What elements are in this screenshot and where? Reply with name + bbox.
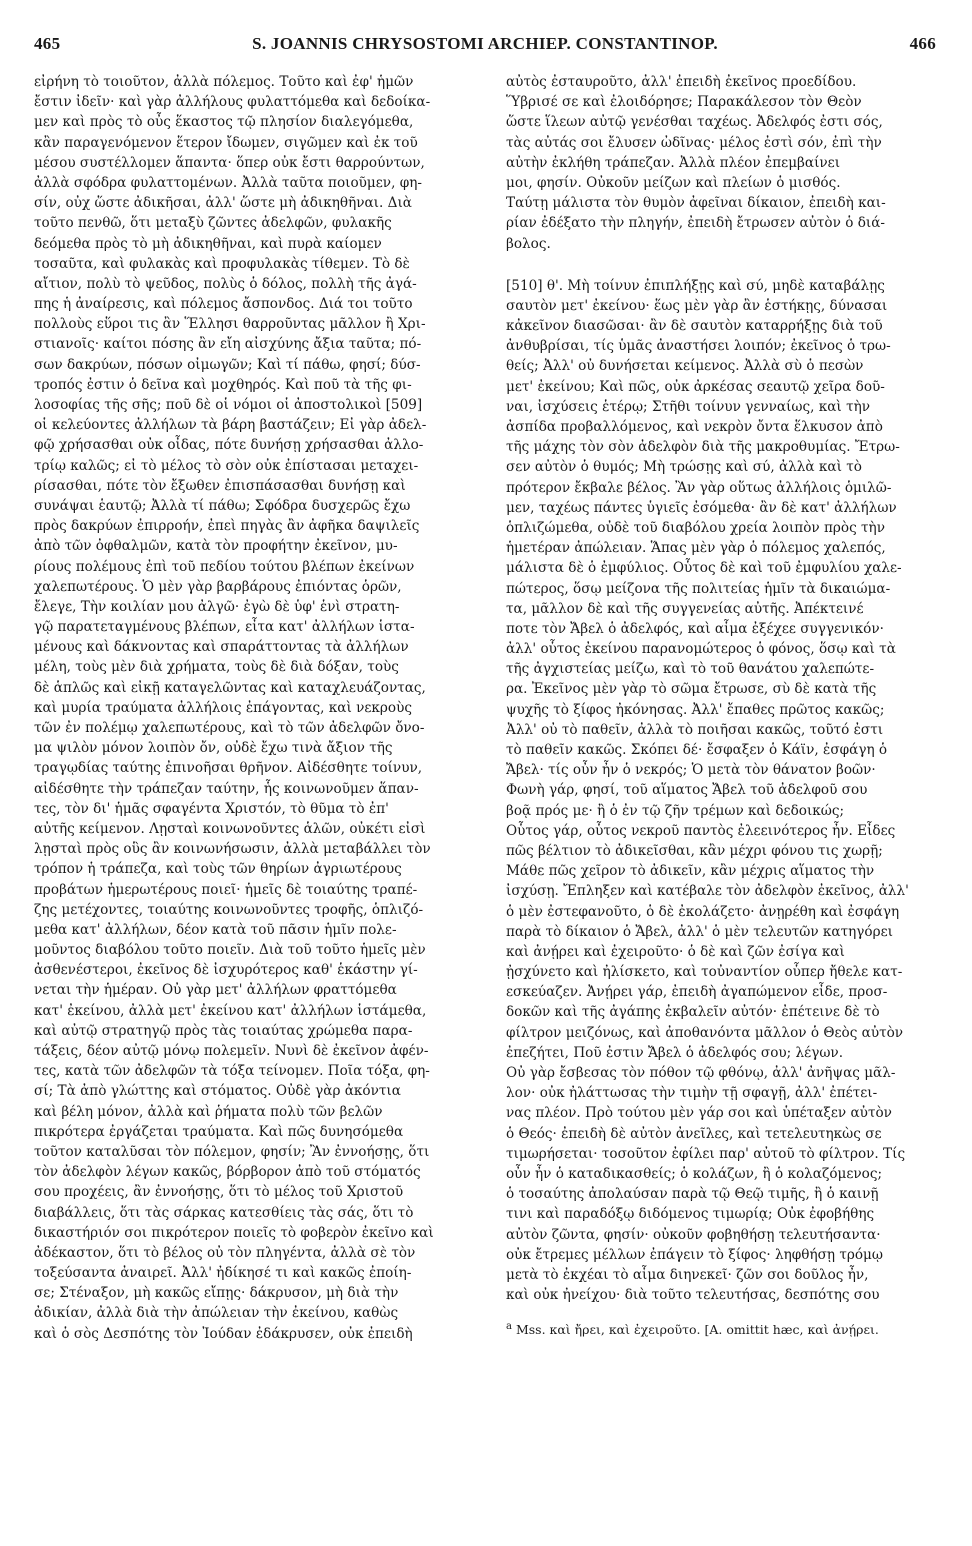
text-line: θείς; Ἀλλ' οὐ δυνήσεται κείμενος. Ἀλλὰ σὺ ὁ πεσὼν [506, 358, 864, 375]
text-columns [34, 72, 936, 1512]
text-line: τοξεύσαντα ἀναιρεῖ. Ἀλλ' ἠδίκησέ τι καὶ κακῶς ἐποίη- [34, 1265, 412, 1282]
text-line: ὁ τοσαύτης ἀπολαύσαν παρὰ τῷ Θεῷ τιμῆς, ἢ ὁ καινῇ [506, 1186, 879, 1203]
text-line: Μάθε πῶς χεῖρον τὸ ἀδικεῖν, κἂν μέχρις αἵματος τὴν [506, 863, 875, 880]
text-line: Οὗτος γάρ, οὗτος νεκροῦ παντὸς ἐλεεινότερος ἦν. Εἶδες [506, 822, 896, 839]
page-number-left: 465 [34, 34, 61, 53]
text-line: τρόπον ἡ τράπεζα, καὶ τοὺς τῶν θηρίων ἀγριωτέρους [34, 861, 402, 878]
footnote-mark: a [506, 1321, 512, 1333]
text-line: εσκεύαζεν. Ἀνῄρει γάρ, ἐπειδὴ ἀγαπώμενον εἶδε, προσ- [506, 984, 888, 1001]
text-line: ρίαν ἐδέξατο τὴν πληγήν, ἐπειδὴ ἔτρωσεν αὐτὸν ὁ διά- [506, 215, 885, 232]
text-line: τιμωρήσεται· τοσοῦτον ἐφίλει παρ' αὐτοῦ τὸ φίλτρον. Τίς [506, 1145, 906, 1162]
text-line: σί; Τὰ ἀπὸ γλώττης καὶ στόματος. Οὐδὲ γὰρ ἀκόντια [34, 1083, 401, 1100]
text-line: αὐτὸς ἐσταυροῦτο, ἀλλ' ἐπειδὴ ἐκεῖνος προεδίδου. [506, 74, 857, 90]
right-column [506, 72, 936, 1341]
text-line: διαβάλλεις, ὅτι τὰς σάρκας κατεσθίεις τὰς σάς, ὅτι τὸ [34, 1204, 414, 1221]
text-line: καὶ αὐτῷ στρατηγῷ πρὸς τὰς τοιαύτας χρώμεθα παρα- [34, 1022, 413, 1039]
footnote-text: Mss. καὶ ἤρει, καὶ ἐχειροῦτο. [A. omittit hæc, καὶ ἀνῄρει. [515, 1322, 879, 1338]
text-line: μεν, ταχέως πάντες ὑγιεῖς ἐσόμεθα· ἂν δὲ κατ' ἀλλήλων [506, 499, 897, 516]
text-line: οὐκ ἔτρεμες μέλλων ἐπάγειν τὸ ξίφος· ληφθήσῃ τρόμῳ [506, 1246, 883, 1263]
text-line: αὐτῆς κείμενον. Λῃσταὶ κοινωνοῦντες ἁλῶν, οὐκέτι εἰσὶ [34, 820, 426, 837]
text-line: αὐτὴν ἐκλήθη τράπεζαν. Ἀλλὰ πλέον ἐπεμβαίνει [506, 154, 841, 171]
text-line: ἔλεγε, Τὴν κοιλίαν μου ἀλγῶ· ἐγὼ δὲ ὑφ' ἑνὶ στρατη- [34, 598, 400, 615]
text-line: προβάτων ἡμερωτέρους ποιεῖ· ἡμεῖς δὲ τοιαύτης τραπέ- [34, 881, 418, 898]
text-line: δικαστήριόν σοι πικρότερον ποιεῖς τὸ φοβερὸν ἐκεῖνο καὶ [34, 1224, 434, 1241]
text-line: ἔστιν ἰδεῖν· καὶ γὰρ ἀλλήλους φυλαττόμεθα καὶ δεδοίκα- [34, 94, 431, 111]
text-line: πικρότερα ἐργάζεται τραύματα. Καὶ πῶς δυνησόμεθα [34, 1123, 404, 1140]
text-line: οἱ κελεύοντες ἀλλήλων τὰ βάρη βαστάζειν; Εἰ γὰρ ἀδελ- [34, 417, 427, 434]
text-line: μένους καὶ δάκνοντας καὶ σπαράττοντας τὰ ἀλλήλων [34, 639, 409, 656]
text-line: τοῦτο πενθῶ, ὅτι μεταξὺ ζῶντες ἀδελφῶν, φυλακῆς [34, 215, 392, 232]
text-line: τρίῳ καλῶς; εἰ τὸ μέλος τὸ σὸν οὐκ ἐπίστασαι μεταχει- [34, 457, 419, 474]
text-line: τροπός ἐστιν ὁ δεῖνα καὶ μοχθηρός. Καὶ ποῦ τὰ τῆς φι- [34, 376, 412, 393]
text-line: καὶ ὁ σὸς Δεσπότης τὸν Ἰούδαν ἐδάκρυσεν, οὐκ ἐπειδὴ [34, 1325, 413, 1342]
text-line: καὶ μυρία τραύματα ἀλλήλοις ἐπάγοντας, καὶ νεκροὺς [34, 699, 412, 716]
text-line: ψυχῆς τὸ ξίφος ἠκόνησας. Ἀλλ' ἔπαθες πρῶτος κακῶς; [506, 701, 885, 718]
text-line: Ὕβρισέ σε καὶ ἐλοιδόρησε; Παρακάλεσον τὸν Θεὸν [506, 94, 862, 111]
text-line: βοᾷ πρός με· ἢ ὁ ἐν τῷ ζῆν τρέμων καὶ δεδοικώς; [506, 802, 845, 819]
text-line: καὶ ἀνῄρει καὶ ἐχειροῦτο· ὁ δὲ καὶ ζῶν ἐσίγα καὶ [506, 943, 845, 960]
text-line: κἂν παραγενόμενον ἕτερον ἴδωμεν, σιγῶμεν καὶ ἐκ τοῦ [34, 134, 418, 151]
text-line: τῶν ἐν πολέμῳ χαλεπωτέρους, καὶ τὸ τῶν ἀδελφῶν ὄνο- [34, 720, 425, 736]
text-line: μετὰ τὸ ἐκχέαι τὸ αἷμα διηνεκεῖ· ζῶν σοι δοῦλος ἦν, [506, 1266, 869, 1283]
text-line: ἀλλ' οὗτος ἐκείνου παρανομώτερος ὁ φόνος, ὅσῳ καὶ τὰ [506, 641, 896, 658]
text-line: οὖν ἦν ὁ καταδικασθείς; ὁ κολάζων, ἢ ὁ κολαζόμενος; [506, 1165, 883, 1182]
text-line: τῆς μάχης τὸν σὸν ἀδελφὸν διὰ τῆς μακροθυμίας. Ἔτρω- [506, 439, 900, 456]
text-line: ᾐσχύνετο καὶ ἠλίσκετο, καὶ τοὐναντίον οὗπερ ἤθελε κατ- [506, 964, 903, 981]
footnote [506, 1317, 936, 1340]
text-line: μέλη, τοὺς μὲν διὰ χρήματα, τοὺς δὲ διὰ δόξαν, τοὺς [34, 659, 399, 676]
text-line: ἀσπίδα προβαλλόμενος, καὶ νεκρὸν ὄντα ἕλκυσον ἀπὸ [506, 419, 883, 435]
text-line: χαλεπωτέρους. Ὁ μὲν γὰρ βαρβάρους ἐπιόντας ὁρῶν, [34, 578, 402, 595]
text-line: Ἄβελ· τίς οὖν ἦν ὁ νεκρός; Ὁ μετὰ τὸν θάνατον βοῶν· [506, 762, 876, 779]
text-line: τινι καὶ παραδόξῳ διδόμενος τιμωρίᾳ; Οὐκ ἐφοβήθης [506, 1206, 875, 1223]
text-line: Ταύτῃ μάλιστα τὸν θυμὸν ἀφεῖναι δίκαιον, ἐπειδὴ και- [506, 195, 886, 212]
text-line: [510] θ'. Μὴ τοίνυν ἐπιπλήξῃς καὶ σύ, μηδὲ καταβάλῃς [506, 277, 885, 294]
text-line: συνάψαι ἑαυτῷ; Ἀλλὰ τί πάθω; Σφόδρα δυσχερῶς ἔχω [34, 497, 411, 514]
text-line: σου προχέεις, ἂν ἐννοήσῃς, ὅτι τὸ μέλος τοῦ Χριστοῦ [34, 1184, 404, 1201]
text-line: εἰρήνη τὸ τοιοῦτον, ἀλλὰ πόλεμος. Τοῦτο καὶ ἐφ' ἡμῶν [34, 74, 414, 90]
text-line: μέσου συστέλλομεν ἅπαντα· ὅπερ οὐκ ἔστι θαρρούντων, [34, 154, 425, 171]
text-line: κἀκεῖνον διασῶσαι· ἂν δὲ σαυτὸν καταρρήξῃς διὰ τοῦ [506, 318, 883, 335]
text-line: ρίσασθαι, πότε τὸν ἔξωθεν ἐπισπάσασθαι δυνήσῃ καὶ [34, 477, 406, 494]
text-line: λοσοφίας τῆς σῆς; ποῦ δὲ οἱ νόμοι οἱ ἀποστολικοὶ [509] [34, 397, 423, 413]
text-line: αἴτιον, πολὺ τὸ ψεῦδος, πολὺς ὁ δόλος, πολλὴ τῆς ἀγά- [34, 275, 417, 292]
text-line: αὐτὸν ζῶντα, φησίν· οὐκοῦν φοβηθήσῃ τελευτήσαντα· [506, 1226, 881, 1243]
text-line: μοῦντος διαβόλου τοῦτο ποιεῖν. Διὰ τοῦ τοῦτο ἡμεῖς μὲν [34, 942, 426, 959]
text-line: μεν καὶ πρὸς τὸ οὖς ἕκαστος τῷ πλησίον διαλεγόμεθα, [34, 114, 414, 131]
text-line: ὁ μὲν ἐστεφανοῦτο, ὁ δὲ ἐκολάζετο· ἀνῃρέθη καὶ ἐσφάγη [506, 903, 900, 920]
text-line: ἀδικίαν, ἀλλὰ διὰ τὴν ἀπώλειαν τὴν ἐκείνου, καθὼς [34, 1305, 399, 1322]
text-line: λον· οὐκ ἠλάττωσας τὴν τιμὴν τῇ σφαγῇ, ἀλλ' ἐπέτει- [506, 1085, 878, 1102]
text-line: ρα. Ἐκεῖνος μὲν γὰρ τὸ σῶμα ἔτρωσε, σὺ δὲ κατὰ τῆς [506, 681, 877, 698]
text-line: νας πλέον. Πρὸ τούτου μὲν γάρ σοι καὶ ὑπέταξεν αὐτὸν [506, 1105, 892, 1122]
text-line: ἀνθυβρίσαι, τίς ὑμᾶς ἀναστήσει λοιπόν; ἐκεῖνος ὁ τρω- [506, 338, 891, 355]
text-line: τες, τὸν δι' ἡμᾶς σφαγέντα Χριστόν, τὸ θῦμα τὸ ἐπ' [34, 800, 389, 817]
text-line: ζης μετέχοντες, τοιαύτης κοινωνοῦντες τροφῆς, ὁπλιζό- [34, 901, 424, 918]
text-line: γῷ παρατεταγμένους βλέπων, εἶτα κατ' ἀλλήλων ἱστα- [34, 619, 415, 636]
text-line: στιανοῖς· καίτοι πόσης ἂν εἴη αἰσχύνης ἄξια ταῦτα; πό- [34, 336, 422, 353]
text-line: λῃσταὶ πρὸς οὓς ἂν κοινωνήσωσιν, ἀλλὰ μεταβάλλει τὸν [34, 841, 431, 858]
text-line: ἡμετέραν ἀπώλειαν. Ἅπας μὲν γὰρ ὁ πόλεμος χαλεπός, [506, 540, 886, 557]
text-line: παρὰ τὸ δίκαιον ὁ Ἄβελ, ἀλλ' ὁ μὲν τελευτῶν κατηγόρει [506, 923, 893, 940]
text-line: ἐπεζήτει, Ποῦ ἐστιν Ἄβελ ὁ ἀδελφός σου; λέγων. [506, 1044, 844, 1061]
text-line: Φωνὴ γάρ, φησί, τοῦ αἵματος Ἄβελ τοῦ ἀδελφοῦ σου [506, 782, 868, 799]
text-line: αἰδέσθητε τὴν τράπεζαν ταύτην, ἧς κοινωνοῦμεν ἅπαν- [34, 780, 419, 797]
left-column [34, 72, 486, 1344]
text-line: ρίους πολέμους ἐπὶ τοῦ πεδίου τούτου βλέπων ἐκείνων [34, 558, 415, 575]
text-line: πης ἡ ἀναίρεσις, καὶ πόλεμος ἄσπονδος. Διά τοι τοῦτο [34, 296, 413, 313]
text-line: ἀδέκαστον, ὅτι τὸ βέλος οὐ τὸν πληγέντα, ἀλλὰ σὲ τὸν [34, 1244, 416, 1261]
text-line: σων δακρύων, πόσων οἰμωγῶν; Καὶ τί πάθω, φησί; δύσ- [34, 356, 421, 373]
text-line: ναι, ἰσχύσεις ἑτέρῳ; Στῆθι τοίνυν γενναίως, καὶ τὴν [506, 398, 871, 415]
text-line: Οὐ γὰρ ἔσβεσας τὸν πόθον τῷ φθόνῳ, ἀλλ' ἀνῆψας μᾶλ- [506, 1065, 896, 1081]
text-line: φίλτρον μειζόνως, καὶ ἀποθανόντα μᾶλλον ὁ Θεὸς αὐτὸν [506, 1024, 904, 1041]
text-line: νεται τὴν ἡμέραν. Οὐ γὰρ μετ' ἀλλήλων φραττόμεθα [34, 982, 397, 999]
paragraph-gap [506, 254, 936, 276]
text-line: πώτερος, ὅσῳ μείζονα τῆς πολιτείας ἡμῖν τὰ δικαιώμα- [506, 580, 891, 597]
text-line: τὸν ἀδελφὸν λέγων κακῶς, βόρβορον ἀπὸ τοῦ στόματός [34, 1164, 421, 1181]
text-line: τῆς ἀγχιστείας μείζω, καὶ τὸ τοῦ θανάτου χαλεπώτε- [506, 661, 875, 678]
text-line: ποτε τὸν Ἄβελ ὁ ἀδελφός, καὶ αἷμα ἐξέχεε συγγενικόν· [506, 620, 884, 637]
text-line: φῷ χρήσασθαι οὐκ οἶδας, πότε δυνήσῃ χρήσασθαι ἀλλο- [34, 437, 424, 454]
text-line: ἀλλὰ σφόδρα φυλαττομένων. Ἀλλὰ ταῦτα ποιοῦμεν, φη- [34, 174, 422, 191]
text-line: καὶ βέλη μόνον, ἀλλὰ καὶ ῥήματα πολὺ τῶν βελῶν [34, 1103, 383, 1120]
text-line: τὰς αὐτάς σοι ἔλυσεν ὠδῖνας· μέλος ἐστὶ σόν, ἐπὶ τὴν [506, 134, 882, 151]
text-line: ὁ Θεός· ἐπειδὴ δὲ αὐτὸν ἀνεῖλες, καὶ τετελευτηκὼς σε [506, 1125, 882, 1142]
text-line: μοι, φησίν. Οὐκοῦν μείζων καὶ πλείων ὁ μισθός. [506, 174, 841, 191]
page-number-right: 466 [909, 34, 936, 53]
text-line: μεθα κατ' ἀλλήλων, δέον κατὰ τοῦ πᾶσιν ἡμῖν πολε- [34, 921, 397, 938]
text-line: μα ψιλὸν μόνον λοιπὸν ὄν, οὐδὲ ἔχω τινὰ ἄξιον τῆς [34, 740, 393, 757]
text-line: σίν, οὐχ ὥστε ἀδικῆσαι, ἀλλ' ὥστε μὴ ἀδικηθῆναι. Διὰ [34, 195, 412, 212]
text-line: πῶς βέλτιον τὸ ἀδικεῖσθαι, κἂν μέχρι φόνου τις χωρῇ; [506, 842, 883, 859]
text-line: πολλοὺς εὕροι τις ἂν Ἕλλησι θαρροῦντας μᾶλλον ἢ Χρι- [34, 316, 426, 333]
right-paragraph-2 [506, 276, 936, 1306]
text-line: μετ' ἐκείνου; Καὶ πῶς, οὐκ ἀρκέσας σεαυτῷ χεῖρα δοῦ- [506, 378, 885, 395]
text-line: ἀσθενέστεροι, ἐκεῖνος δὲ ἰσχυρότερος καθ' ἑκάστην γί- [34, 962, 418, 979]
text-line: καὶ οὐκ ἠνείχου· διὰ τοῦτο τελευτήσας, δεσπότης σου [506, 1287, 880, 1304]
text-line: ὥστε ἵλεων αὐτῷ γενέσθαι ταχέως. Ἀδελφός ἐστι σός, [506, 114, 883, 131]
page-header [34, 34, 936, 60]
text-line: ἀπὸ τῶν ὀφθαλμῶν, κατὰ τὸν προφήτην ἐκεῖνον, μυ- [34, 538, 398, 555]
text-line: δὲ ἁπλῶς καὶ εἰκῇ καταγελῶντας καὶ καταχλευάζοντας, [34, 679, 426, 696]
text-line: δοκῶν καὶ τῆς ἀγάπης ἐκβαλεῖν αὐτόν· ἐπέτεινε δὲ τὸ [506, 1004, 880, 1021]
text-line: κατ' ἐκείνου, ἀλλὰ μετ' ἐκείνου κατ' ἀλλήλων ἱστάμεθα, [34, 1002, 427, 1019]
text-line: σαυτὸν μετ' ἐκείνου· ἕως μὲν γὰρ ἂν ἑστήκῃς, δύνασαι [506, 297, 888, 314]
text-line: Ἀλλ' οὐ τὸ παθεῖν, ἀλλὰ τὸ ποιῆσαι κακῶς, τοῦτό ἐστι [506, 721, 884, 738]
text-line: πρὸς δακρύων ἐπιρροήν, ἐπεὶ πηγὰς ἂν ἀφῆκα δαψιλεῖς [34, 518, 420, 535]
text-line: τάξεις, δέον αὐτῷ μόνῳ πολεμεῖν. Νυνὶ δὲ ἐκεῖνον ἀφέν- [34, 1043, 429, 1059]
text-line: δεόμεθα πρὸς τὸ μὴ ἀδικηθῆναι, καὶ πυρὰ καίομεν [34, 235, 382, 252]
text-line: ἰσχύσῃ. Ἔπληξεν καὶ κατέβαλε τὸν ἀδελφὸν ἐκεῖνος, ἀλλ' [506, 883, 909, 900]
text-line: τες, κατὰ τῶν ἀδελφῶν τὰ τόξα τείνομεν. Ποῖα τόξα, φη- [34, 1063, 430, 1080]
text-line: σε; Στέναξον, μὴ κακῶς εἴπῃς· δάκρυσον, μὴ διὰ τὴν [34, 1285, 399, 1302]
running-title: S. JOANNIS CHRYSOSTOMI ARCHIEP. CONSTANTINOP. [252, 34, 718, 53]
text-line: τα, μᾶλλον δὲ καὶ τῆς συγγενείας αὐτῆς. Ἀπέκτεινέ [506, 600, 864, 617]
text-line: τοῦτον καταλῦσαι τὸν πόλεμον, φησίν; Ἂν ἐννοήσῃς, ὅτι [34, 1143, 430, 1160]
right-paragraph-1 [506, 72, 936, 254]
text-line: πρότερον ἔκβαλε βέλος. Ἂν γὰρ οὕτως ἀλλήλοις ὁμιλῶ- [506, 479, 892, 496]
text-line: βολος. [506, 235, 551, 252]
text-line: τραγῳδίας ταύτης ἐπινοῆσαι θρῆνον. Αἰδέσθητε τοίνυν, [34, 760, 423, 777]
text-line: τὸ παθεῖν κακῶς. Σκόπει δέ· ἔσφαξεν ὁ Κάϊν, ἐσφάγη ὁ [506, 742, 888, 758]
text-line: ὁπλιζώμεθα, οὐδὲ τοῦ διαβόλου χρεία λοιπὸν πρὸς τὴν [506, 519, 885, 536]
text-line: σεν αὐτὸν ὁ θυμός; Μὴ τρώσῃς καὶ σύ, ἀλλὰ καὶ τὸ [506, 459, 862, 476]
text-line: τοσαῦτα, καὶ φυλακὰς καὶ προφυλακὰς τίθεμεν. Τὸ δὲ [34, 255, 410, 272]
text-line: μάλιστα δὲ ὁ ἐμφύλιος. Οὗτος δὲ καὶ τοῦ ἐμφυλίου χαλε- [506, 560, 902, 577]
